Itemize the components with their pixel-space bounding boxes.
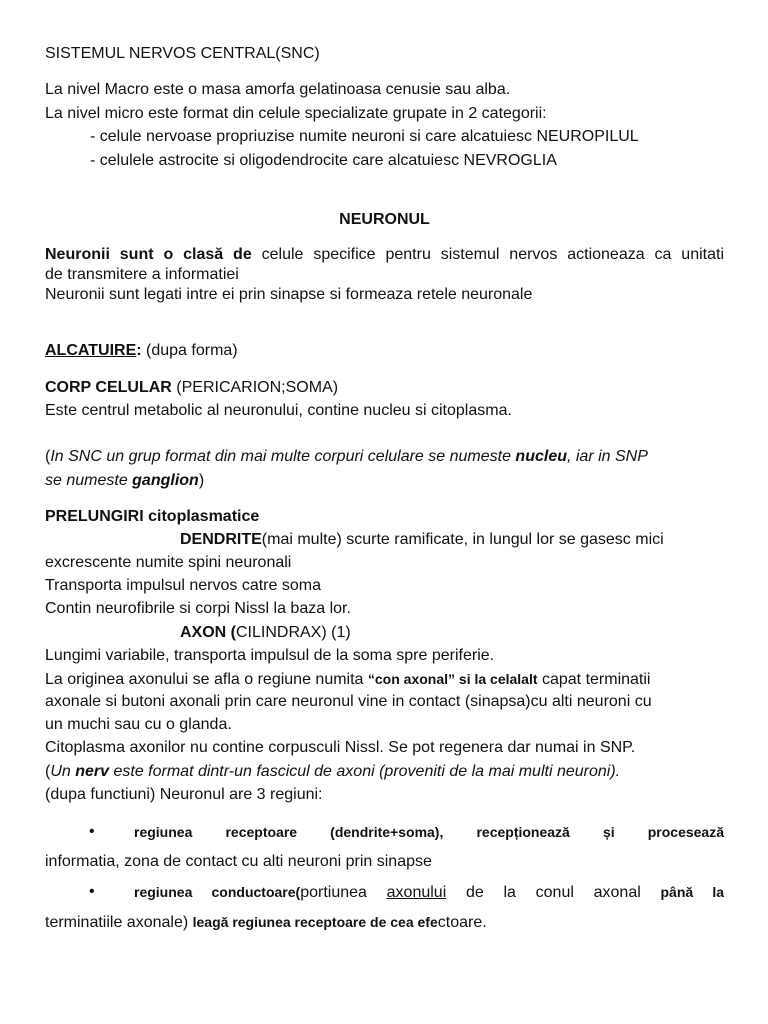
page-title: SISTEMUL NERVOS CENTRAL(SNC) (45, 45, 320, 62)
regiune-conductoare-bold2: până la (660, 884, 724, 900)
neuronul-paragraph-2: Neuronii sunt legati intre ei prin sinapse si formeaza retele neuronale (45, 286, 533, 303)
corp-note-text-b: , iar in SNP (566, 448, 648, 465)
axon-lungimi: Lungimi variabile, transporta impulsul de la soma spre periferie. (45, 647, 495, 664)
dendrite-text: (mai multe) scurte ramificate, in lungul lor se gasesc mici (261, 531, 664, 548)
axon-origin-line1 (45, 669, 724, 690)
prelungiri-heading: PRELUNGIRI citoplasmatice (45, 508, 260, 525)
nerv-bold: nerv (75, 763, 110, 780)
regiune-receptoare-line2: informatia, zona de contact cu alti neuroni prin sinapse (45, 853, 432, 870)
corp-heading (45, 378, 724, 398)
corp-note-line1 (45, 447, 724, 467)
regiune-conductoare-line2-a: terminatiile axonale) (45, 914, 193, 931)
axon-origin-bold: “con axonal” si la celalalt (367, 671, 538, 687)
regiune-conductoare-line1 (134, 882, 724, 903)
corp-note-ganglion: ganglion (132, 472, 199, 489)
alcatuire-label: ALCATUIRE (45, 342, 137, 359)
bullet-icon: • (89, 883, 95, 900)
corp-heading-rest: (PERICARION;SOMA) (171, 379, 339, 396)
corp-heading-bold: CORP CELULAR (45, 379, 172, 396)
axon-label-rest: CILINDRAX) (1) (236, 624, 351, 641)
neuronul-bold-lead: Neuronii sunt o clasă de (45, 246, 252, 263)
dendrite-contin: Contin neurofibrile si corpi Nissl la baza lor. (45, 600, 351, 617)
axon-origin-line2: axonale si butoni axonali prin care neuronul vine in contact (sinapsa)cu alti neuroni cu (45, 693, 652, 710)
corp-note-nucleu: nucleu (515, 448, 567, 465)
intro-micro: La nivel micro este format din celule specializate grupate in 2 categorii: (45, 105, 547, 122)
nerv-text-b: este format dintr-un fascicul de axoni (proveniti de la mai multi neuroni). (109, 763, 621, 780)
regiune-conductoare-axonului: axonului (386, 884, 447, 901)
dendrite-label: DENDRITE (180, 531, 262, 548)
functiuni-line: (dupa functiuni) Neuronul are 3 regiuni: (45, 786, 323, 803)
axon-origin-b: capat terminatii (537, 671, 651, 688)
neuronul-definition: celule specifice pentru sistemul nervos actioneaza ca unitati (251, 246, 724, 263)
neuronul-paragraph-line2: de transmitere a informatiei (45, 266, 239, 283)
dendrite-line2: excrescente numite spini neuronali (45, 554, 292, 571)
nerv-definition (45, 762, 724, 782)
axon-origin-a: La originea axonului se afla o regiune numita (45, 671, 368, 688)
regiune-conductoare-mid2: de la conul axonal (446, 884, 661, 901)
intro-category-1: - celule nervoase propriuzise numite neuroni si care alcatuiesc NEUROPILUL (90, 128, 639, 145)
intro-macro: La nivel Macro este o masa amorfa gelatinoasa cenusie sau alba. (45, 81, 511, 98)
corp-note-line2-text: se numeste (45, 472, 133, 489)
axon-origin-line3: un muchi sau cu o glanda. (45, 716, 232, 733)
regiune-conductoare-line2 (45, 912, 724, 933)
alcatuire-colon: : (136, 342, 142, 359)
regiune-receptoare-line1 (134, 822, 724, 842)
bullet-icon: • (89, 823, 95, 840)
regiune-conductoare-line2-b: ctoare. (437, 914, 487, 931)
corp-note-text-a: In SNC un grup format din mai multe corpuri celulare se numeste (50, 448, 516, 465)
intro-category-2: - celulele astrocite si oligodendrocite care alcatuiesc NEVROGLIA (90, 152, 557, 169)
regiune-receptoare-action: , recepționează și procesează (439, 824, 724, 840)
neuronul-paragraph-line1 (45, 245, 724, 265)
corp-note-line2 (45, 471, 724, 491)
nerv-text-a: Un (50, 763, 76, 780)
section-heading-neuronul: NEURONUL (339, 211, 430, 228)
nerv-open: ( (45, 763, 51, 780)
axon-label: AXON ( (180, 624, 236, 641)
regiune-conductoare-line2-bold: leagă regiunea receptoare de cea efe (192, 914, 438, 930)
dendrite-line1 (180, 530, 724, 550)
regiune-conductoare-mid: portiunea (300, 884, 387, 901)
alcatuire-note: (dupa forma) (141, 342, 238, 359)
axon-heading (180, 623, 724, 643)
corp-description: Este centrul metabolic al neuronului, contine nucleu si citoplasma. (45, 402, 512, 419)
regiune-conductoare-title: regiunea conductoare( (134, 884, 301, 900)
axon-citoplasma: Citoplasma axonilor nu contine corpusculi Nissl. Se pot regenera dar numai in SNP. (45, 739, 636, 756)
dendrite-transport: Transporta impulsul nervos catre soma (45, 577, 321, 594)
alcatuire-line (45, 341, 724, 361)
corp-note-open: ( (45, 448, 51, 465)
corp-note-close: ) (198, 472, 205, 489)
regiune-receptoare-title: regiunea receptoare (dendrite+soma) (134, 824, 440, 840)
